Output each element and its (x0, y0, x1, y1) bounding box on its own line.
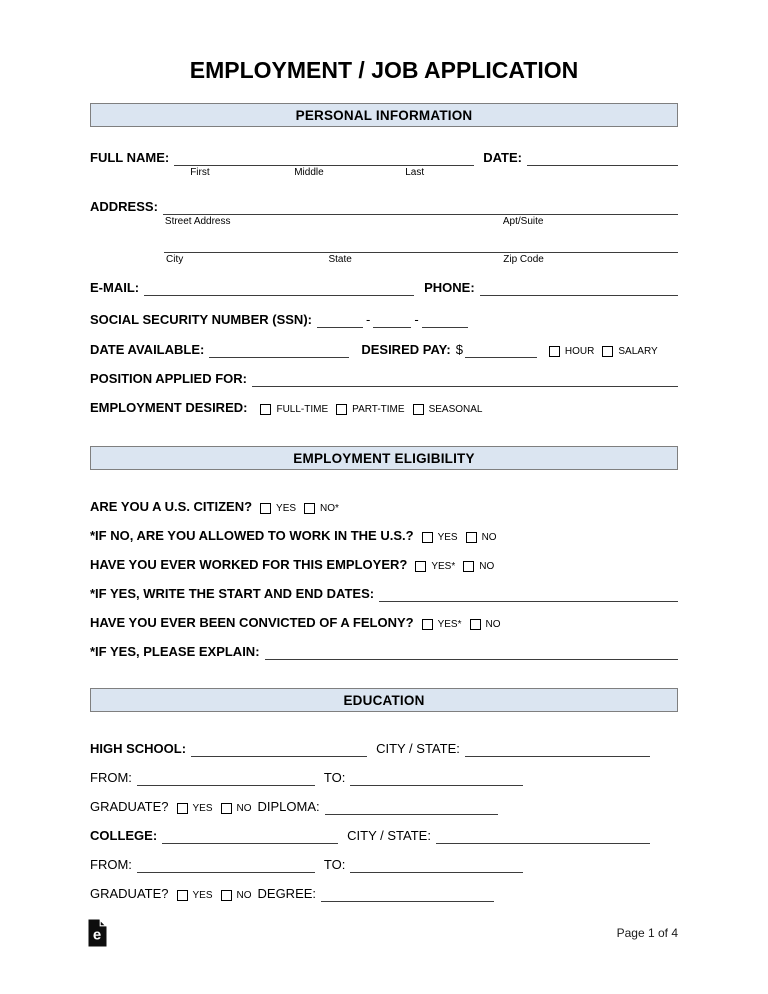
felony-yes-checkbox[interactable] (422, 619, 433, 630)
allowed-no-checkbox[interactable] (466, 532, 477, 543)
hs-city-state-label: CITY / STATE: (376, 741, 460, 756)
college-row (90, 828, 678, 844)
zip-code-sublabel: Zip Code (503, 254, 544, 265)
city-state-zip-row (164, 238, 678, 265)
hs-graduate-no-label: NO (236, 803, 252, 814)
hs-graduate-no-option (221, 803, 252, 815)
worked-no-label: NO (479, 561, 495, 572)
explain-label: *IF YES, PLEASE EXPLAIN: (90, 644, 260, 659)
allowed-no-label: NO (481, 532, 497, 543)
allowed-yes-checkbox[interactable] (422, 532, 433, 543)
date-available-label: DATE AVAILABLE: (90, 342, 205, 357)
salary-option (602, 346, 657, 358)
start-end-dates-field[interactable] (379, 587, 678, 602)
allowed-no-option (466, 532, 497, 544)
ssn-field-2[interactable] (373, 313, 411, 328)
position-applied-field[interactable] (252, 372, 678, 387)
felony-question-row (90, 615, 678, 631)
currency-symbol: $ (455, 342, 463, 357)
worked-yes-checkbox[interactable] (415, 561, 426, 572)
felony-no-label: NO (485, 619, 501, 630)
section-header-label: PERSONAL INFORMATION (295, 107, 473, 123)
part-time-checkbox[interactable] (336, 404, 347, 415)
section-header-label: EDUCATION (343, 692, 425, 708)
email-phone-row (90, 280, 678, 296)
high-school-row (90, 741, 678, 757)
phone-field[interactable] (480, 281, 678, 296)
college-city-state-label: CITY / STATE: (347, 828, 431, 843)
middle-sublabel: Middle (294, 167, 324, 178)
first-sublabel: First (190, 167, 210, 178)
address-field-wrap (163, 200, 678, 227)
ssn-field-3[interactable] (422, 313, 468, 328)
college-from-field[interactable] (137, 858, 315, 873)
worked-no-option (463, 561, 494, 573)
full-name-field[interactable] (174, 151, 474, 166)
section-header-personal-information (90, 103, 678, 127)
citizen-no-label: NO* (320, 503, 339, 514)
worked-question-label: HAVE YOU EVER WORKED FOR THIS EMPLOYER? (90, 557, 408, 572)
hs-graduate-yes-checkbox[interactable] (177, 803, 188, 814)
hs-from-label: FROM: (90, 770, 132, 785)
ssn-dash-2: - (414, 312, 419, 327)
hs-from-to-row (90, 770, 678, 786)
page-title: EMPLOYMENT / JOB APPLICATION (189, 57, 579, 83)
college-graduate-yes-checkbox[interactable] (177, 890, 188, 901)
section-header-employment-eligibility (90, 446, 678, 470)
ssn-dash-1: - (365, 312, 371, 327)
seasonal-checkbox[interactable] (413, 404, 424, 415)
employment-desired-row (90, 400, 678, 416)
desired-pay-field[interactable] (465, 343, 537, 358)
ssn-label: SOCIAL SECURITY NUMBER (SSN): (90, 312, 312, 327)
degree-label: DEGREE: (257, 886, 317, 901)
full-time-label: FULL-TIME (276, 404, 329, 415)
part-time-label: PART-TIME (352, 404, 405, 415)
hs-city-state-field[interactable] (465, 742, 650, 757)
last-sublabel: Last (405, 167, 425, 178)
felony-yes-option (422, 619, 462, 631)
hs-to-label: TO: (323, 770, 346, 785)
college-from-to-row (90, 857, 678, 873)
hs-graduate-row (90, 799, 678, 815)
citizen-question-row (90, 499, 678, 515)
felony-no-checkbox[interactable] (470, 619, 481, 630)
allowed-question-label: *IF NO, ARE YOU ALLOWED TO WORK IN THE U.S.? (90, 528, 414, 543)
college-city-state-field[interactable] (436, 829, 650, 844)
hs-graduate-no-checkbox[interactable] (221, 803, 232, 814)
allowed-yes-option (422, 532, 458, 544)
hour-checkbox[interactable] (549, 346, 560, 357)
citizen-no-checkbox[interactable] (304, 503, 315, 514)
seasonal-option (413, 404, 483, 416)
diploma-label: DIPLOMA: (257, 799, 320, 814)
hs-from-field[interactable] (137, 771, 315, 786)
start-end-dates-row (90, 586, 678, 602)
ssn-field-1[interactable] (317, 313, 363, 328)
hs-graduate-yes-option (177, 803, 213, 815)
apt-suite-sublabel: Apt/Suite (502, 216, 544, 227)
position-applied-label: POSITION APPLIED FOR: (90, 371, 247, 386)
page-footer (88, 919, 678, 947)
section-header-label: EMPLOYMENT ELIGIBILITY (293, 450, 475, 466)
college-to-field[interactable] (350, 858, 523, 873)
part-time-option (336, 404, 404, 416)
explain-field[interactable] (265, 645, 678, 660)
citizen-yes-checkbox[interactable] (260, 503, 271, 514)
college-graduate-no-checkbox[interactable] (221, 890, 232, 901)
hour-option (549, 346, 594, 358)
salary-checkbox[interactable] (602, 346, 613, 357)
full-name-row (90, 150, 678, 178)
degree-field[interactable] (321, 887, 494, 902)
college-graduate-no-label: NO (236, 890, 252, 901)
full-name-field-wrap (174, 151, 474, 178)
worked-yes-label: YES* (431, 561, 456, 572)
street-address-field[interactable] (163, 200, 678, 215)
college-graduate-no-option (221, 890, 252, 902)
full-time-checkbox[interactable] (260, 404, 271, 415)
email-label: E-MAIL: (90, 280, 140, 295)
city-sublabel: City (166, 254, 184, 265)
address-row (90, 199, 678, 227)
college-graduate-row (90, 886, 678, 902)
college-label: COLLEGE: (90, 828, 158, 843)
college-from-label: FROM: (90, 857, 132, 872)
date-label: DATE: (483, 150, 522, 165)
felony-no-option (470, 619, 501, 631)
full-name-label: FULL NAME: (90, 150, 170, 165)
high-school-field[interactable] (191, 742, 367, 757)
start-end-dates-label: *IF YES, WRITE THE START AND END DATES: (90, 586, 375, 601)
college-field[interactable] (162, 829, 338, 844)
date-available-field[interactable] (209, 343, 349, 358)
citizen-yes-option (260, 503, 296, 515)
city-state-zip-field-wrap (164, 238, 678, 265)
city-state-zip-field[interactable] (164, 238, 678, 253)
state-sublabel: State (328, 254, 352, 265)
allowed-question-row (90, 528, 678, 544)
eforms-logo (88, 919, 107, 947)
full-time-option (260, 404, 328, 416)
desired-pay-label: DESIRED PAY: (361, 342, 451, 357)
hour-label: HOUR (564, 346, 595, 357)
felony-question-label: HAVE YOU EVER BEEN CONVICTED OF A FELONY? (90, 615, 414, 630)
college-graduate-yes-option (177, 890, 213, 902)
page-indicator: Page 1 of 4 (616, 926, 678, 940)
worked-yes-option (415, 561, 455, 573)
citizen-yes-label: YES (276, 503, 297, 514)
employment-desired-label: EMPLOYMENT DESIRED: (90, 400, 248, 415)
phone-label: PHONE: (424, 280, 475, 295)
date-field[interactable] (527, 151, 678, 166)
salary-label: SALARY (618, 346, 658, 357)
street-address-sublabel: Street Address (164, 216, 231, 227)
hs-graduate-label: GRADUATE? (90, 799, 169, 814)
high-school-label: HIGH SCHOOL: (90, 741, 187, 756)
worked-question-row (90, 557, 678, 573)
college-to-label: TO: (323, 857, 346, 872)
hs-graduate-yes-label: YES (192, 803, 213, 814)
college-graduate-yes-label: YES (192, 890, 213, 901)
position-row (90, 371, 678, 387)
ssn-row (90, 312, 678, 328)
college-graduate-label: GRADUATE? (90, 886, 169, 901)
email-field[interactable] (144, 281, 414, 296)
address-label: ADDRESS: (90, 199, 158, 214)
worked-no-checkbox[interactable] (463, 561, 474, 572)
felony-yes-label: YES* (437, 619, 462, 630)
seasonal-label: SEASONAL (428, 404, 483, 415)
citizen-no-option (304, 503, 339, 515)
logo-letter: e (92, 926, 102, 944)
allowed-yes-label: YES (437, 532, 458, 543)
diploma-field[interactable] (325, 800, 498, 815)
hs-to-field[interactable] (350, 771, 523, 786)
section-header-education (90, 688, 678, 712)
explain-row (90, 644, 678, 660)
citizen-question-label: ARE YOU A U.S. CITIZEN? (90, 499, 253, 514)
date-available-pay-row (90, 342, 678, 358)
